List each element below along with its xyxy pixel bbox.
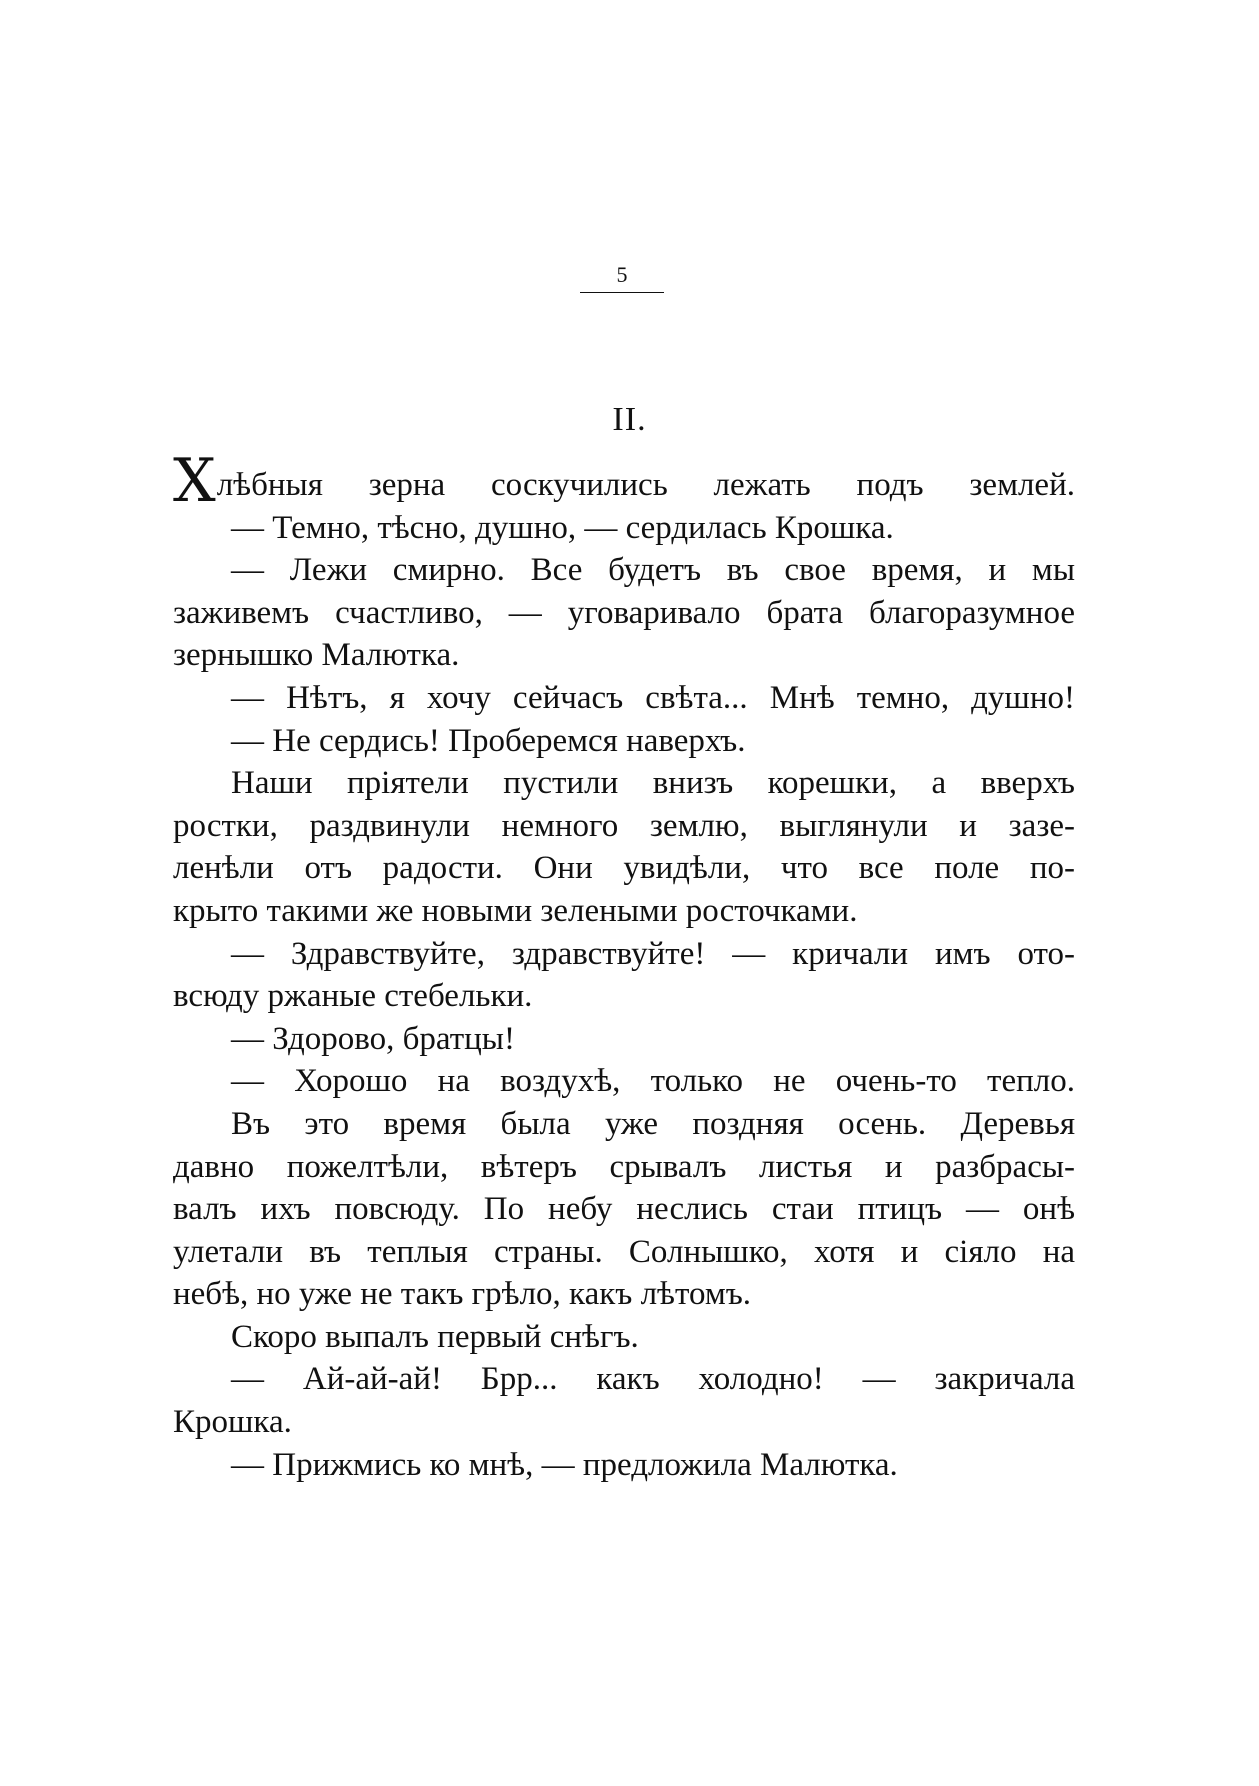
text-line-18: валъ ихъ повсюду. По небу неслись стаи птицъ — онѣ	[173, 1191, 1075, 1228]
text-line-20: небѣ, но уже не такъ грѣло, какъ лѣтомъ.	[173, 1276, 752, 1313]
text-line-24: — Прижмись ко мнѣ, — предложила Малютка.	[231, 1446, 898, 1483]
story-text	[173, 446, 1075, 1486]
text-line-23: Крошка.	[173, 1404, 292, 1441]
text-line-16: Въ это время была уже поздняя осень. Деревья	[231, 1105, 1075, 1142]
text-line-3: — Лежи смирно. Все будетъ въ свое время, и мы	[231, 552, 1075, 589]
text-line-17: давно пожелтѣли, вѣтеръ срывалъ листья и разбрасы-	[173, 1148, 1075, 1185]
chapter-heading: II.	[612, 401, 647, 438]
page-number-block	[580, 262, 664, 293]
text-line-8: Наши пріятели пустили внизъ корешки, а вверхъ	[231, 765, 1075, 802]
text-line-1-content: лѣбныя зерна соскучились лежать подъ землей.	[216, 467, 1075, 503]
text-line-1	[173, 446, 1075, 516]
drop-cap: Х	[173, 446, 216, 516]
text-line-7: — Не сердись! Проберемся наверхъ.	[231, 722, 746, 759]
text-line-12: — Здравствуйте, здравствуйте! — кричали имъ ото-	[231, 935, 1075, 972]
text-line-19: улетали въ теплыя страны. Солнышко, хотя и сіяло на	[173, 1233, 1075, 1270]
text-line-5: зернышко Малютка.	[173, 637, 460, 674]
text-line-11: крыто такими же новыми зелеными росточками.	[173, 892, 858, 929]
text-line-4: заживемъ счастливо, — уговаривало брата благоразумное	[173, 594, 1075, 631]
text-line-10: ленѣли отъ радости. Они увидѣли, что все поле по-	[173, 850, 1075, 887]
text-line-2: — Темно, тѣсно, душно, — сердилась Крошка.	[231, 509, 894, 546]
page-number: 5	[616, 262, 628, 287]
text-line-9: ростки, раздвинули немного землю, выглянули и зазе-	[173, 807, 1075, 844]
text-line-21: Скоро выпалъ первый снѣгъ.	[231, 1318, 639, 1355]
text-line-15: — Хорошо на воздухѣ, только не очень-то тепло.	[231, 1063, 1075, 1100]
text-line-6: — Нѣтъ, я хочу сейчасъ свѣта... Мнѣ темно, душно!	[231, 679, 1075, 716]
page-number-rule	[580, 292, 664, 293]
text-line-13: всюду ржаные стебельки.	[173, 978, 533, 1015]
text-line-22: — Ай-ай-ай! Брр... какъ холодно! — закричала	[231, 1361, 1075, 1398]
text-line-14: — Здорово, братцы!	[231, 1020, 515, 1057]
